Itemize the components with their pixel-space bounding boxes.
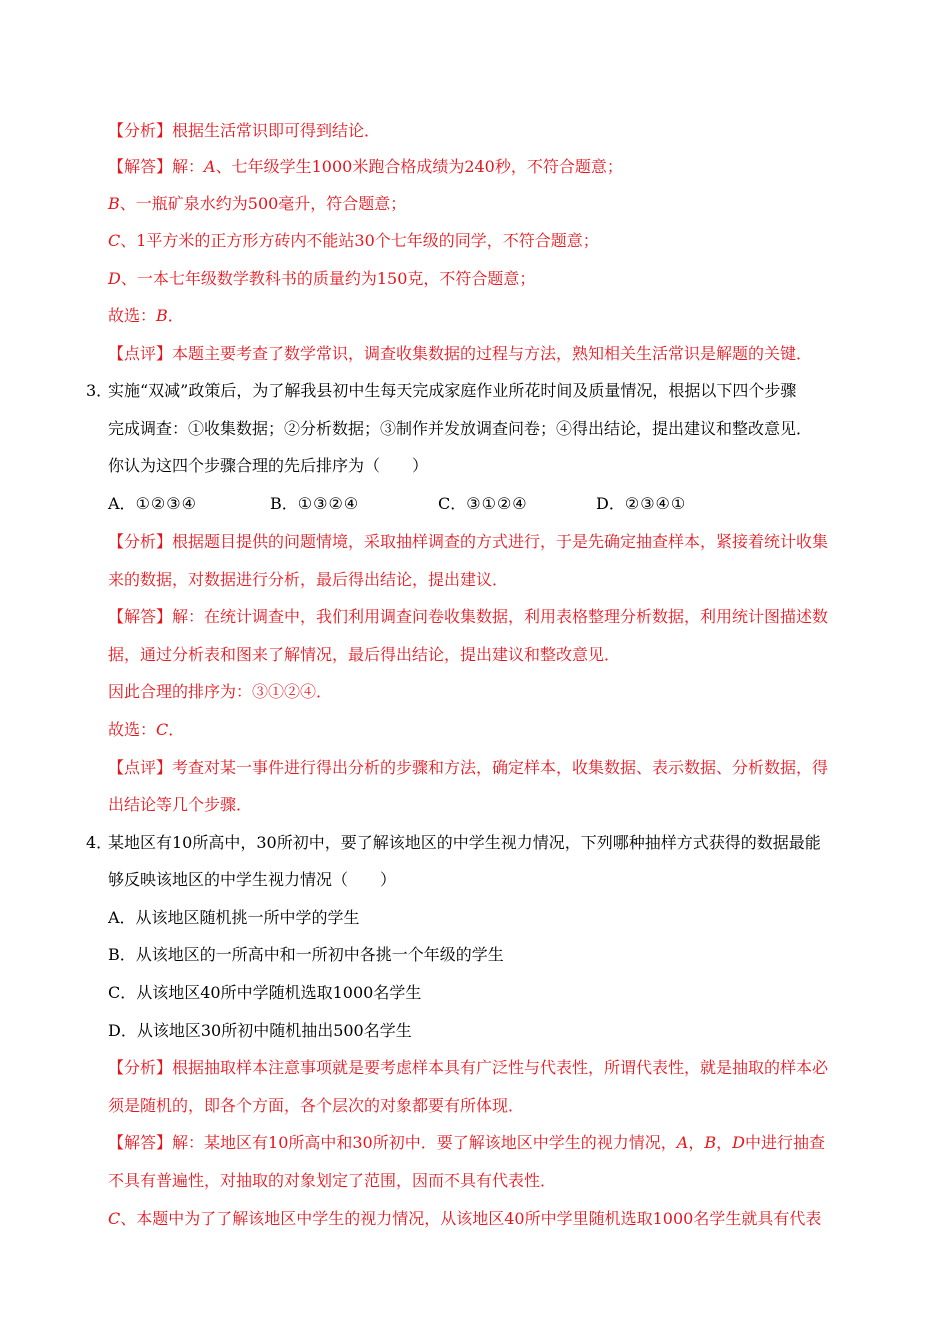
- choice-label: 故选：: [108, 306, 157, 325]
- q3-analysis-2: 来的数据，对数据进行分析，最后得出结论，提出建议．: [108, 570, 509, 589]
- option-value: ③①②④: [466, 494, 528, 513]
- q3-answer-3: 因此合理的排序为：③①②④．: [108, 682, 333, 701]
- comment-tag: 【点评】: [108, 758, 173, 777]
- answer-text: 、本题中为了了解该地区中学生的视力情况，从该地区40所中学里随机选取1000名学生就具有代表: [120, 1209, 822, 1228]
- q4-stem-2: 够反映该地区的中学生视力情况（ ）: [108, 870, 397, 889]
- q3-comment-2: 出结论等几个步骤．: [108, 795, 253, 814]
- analysis-tag: 【分析】: [108, 121, 173, 140]
- answer-text: 解：: [172, 157, 205, 176]
- option-letter: B: [704, 1133, 717, 1152]
- q3-option-c[interactable]: [438, 493, 528, 515]
- option-letter: C: [108, 1209, 121, 1228]
- option-value: ①②③④: [135, 494, 197, 513]
- q3-stem-1: 实施“双减”政策后，为了解我县初中生每天完成家庭作业所花时间及质量情况，根据以下四个步骤: [108, 381, 797, 400]
- option-letter: A: [204, 157, 216, 176]
- q2-comment: [108, 343, 812, 365]
- answer-text: 解：在统计调查中，我们利用调查问卷收集数据，利用表格整理分析数据，利用统计图描述数: [172, 607, 829, 626]
- q4-number: 4．: [86, 833, 113, 852]
- q3-answer-1: [108, 606, 828, 628]
- comment-text: 考查对某一事件进行得出分析的步骤和方法，确定样本，收集数据、表示数据、分析数据，得: [172, 758, 829, 777]
- q4-stem-1: 某地区有10所高中，30所初中，要了解该地区的中学生视力情况，下列哪种抽样方式获得的数据最能: [108, 833, 821, 852]
- analysis-text: 根据题目提供的问题情境，采取抽样调查的方式进行，于是先确定抽查样本，紧接着统计收集: [172, 532, 829, 551]
- option-value: ①③②④: [297, 494, 360, 513]
- q3-stem-2: 完成调查：①收集数据；②分析数据；③制作并发放调查问卷；④得出结论，提出建议和整改意见．: [108, 419, 813, 438]
- q2-answer-b: [108, 193, 406, 215]
- analysis-text: 根据抽取样本注意事项就是要考虑样本具有广泛性与代表性，所谓代表性，就是抽取的样本必: [172, 1058, 829, 1077]
- choice-end: ．: [168, 720, 185, 739]
- answer-text: 、七年级学生1000米跑合格成绩为240秒，不符合题意；: [215, 157, 623, 176]
- option-value: ②③④①: [624, 494, 687, 513]
- q4-answer-2: 不具有普遍性，对抽取的对象划定了范围，因而不具有代表性．: [108, 1171, 557, 1190]
- q4-option-d[interactable]: D．从该地区30所初中随机抽出500名学生: [108, 1021, 412, 1040]
- answer-text: 、一本七年级数学教科书的质量约为150克，不符合题意；: [120, 269, 536, 288]
- q2-answer: [108, 156, 623, 178]
- option-label: D．: [596, 494, 625, 513]
- answer-tag: 【解答】: [108, 607, 173, 626]
- choice-value: B: [156, 306, 168, 325]
- option-label: A．: [108, 494, 136, 513]
- q4-option-b[interactable]: B．从该地区的一所高中和一所初中各挑一个年级的学生: [108, 945, 504, 964]
- q4-answer-3: [108, 1208, 821, 1230]
- q3-analysis-1: [108, 531, 828, 553]
- option-letter: D: [108, 269, 121, 288]
- q4-option-c[interactable]: C．从该地区40所中学随机选取1000名学生: [108, 983, 422, 1002]
- q3-stem-3: 你认为这四个步骤合理的先后排序为（ ）: [108, 456, 429, 475]
- choice-end: ．: [167, 306, 184, 325]
- analysis-tag: 【分析】: [108, 1058, 173, 1077]
- answer-tag: 【解答】: [108, 157, 173, 176]
- option-letter: A: [676, 1133, 689, 1152]
- q2-choice: [108, 305, 184, 327]
- option-label: C．: [438, 494, 467, 513]
- separator: ，: [688, 1133, 705, 1152]
- q3-choice: [108, 719, 184, 741]
- q3-comment-1: [108, 757, 828, 779]
- comment-text: 本题主要考查了数学常识，调查收集数据的过程与方法，熟知相关生活常识是解题的关键．: [172, 344, 813, 363]
- q3-answer-2: 据，通过分析表和图来了解情况，最后得出结论，提出建议和整改意见．: [108, 645, 621, 664]
- q2-answer-d: [108, 268, 535, 290]
- separator: ，: [716, 1133, 733, 1152]
- q3-option-a[interactable]: [108, 493, 197, 515]
- q3-number: 3．: [86, 381, 113, 400]
- option-letter: D: [732, 1133, 745, 1152]
- analysis-text: 根据生活常识即可得到结论．: [172, 121, 381, 140]
- answer-text: 、一瓶矿泉水约为500毫升，符合题意；: [119, 194, 407, 213]
- q2-analysis: [108, 120, 380, 142]
- choice-label: 故选：: [108, 720, 157, 739]
- comment-tag: 【点评】: [108, 344, 173, 363]
- q4-analysis-2: 须是随机的，即各个方面，各个层次的对象都要有所体现．: [108, 1096, 525, 1115]
- q2-answer-c: [108, 230, 599, 252]
- q3-option-b[interactable]: [270, 493, 359, 515]
- answer-text: 解：某地区有10所高中和30所初中．要了解该地区中学生的视力情况，: [172, 1133, 677, 1152]
- answer-tag: 【解答】: [108, 1133, 173, 1152]
- choice-value: C: [156, 720, 169, 739]
- q4-analysis-1: [108, 1057, 828, 1079]
- option-letter: B: [108, 194, 120, 213]
- q4-answer-1: [108, 1132, 825, 1154]
- answer-text: 中进行抽查: [744, 1133, 825, 1152]
- q3-option-d[interactable]: [596, 493, 686, 515]
- answer-text: 、1平方米的正方形方砖内不能站30个七年级的同学，不符合题意；: [120, 231, 599, 250]
- option-label: B．: [270, 494, 298, 513]
- analysis-tag: 【分析】: [108, 532, 173, 551]
- option-letter: C: [108, 231, 121, 250]
- q4-option-a[interactable]: A．从该地区随机挑一所中学的学生: [108, 908, 360, 927]
